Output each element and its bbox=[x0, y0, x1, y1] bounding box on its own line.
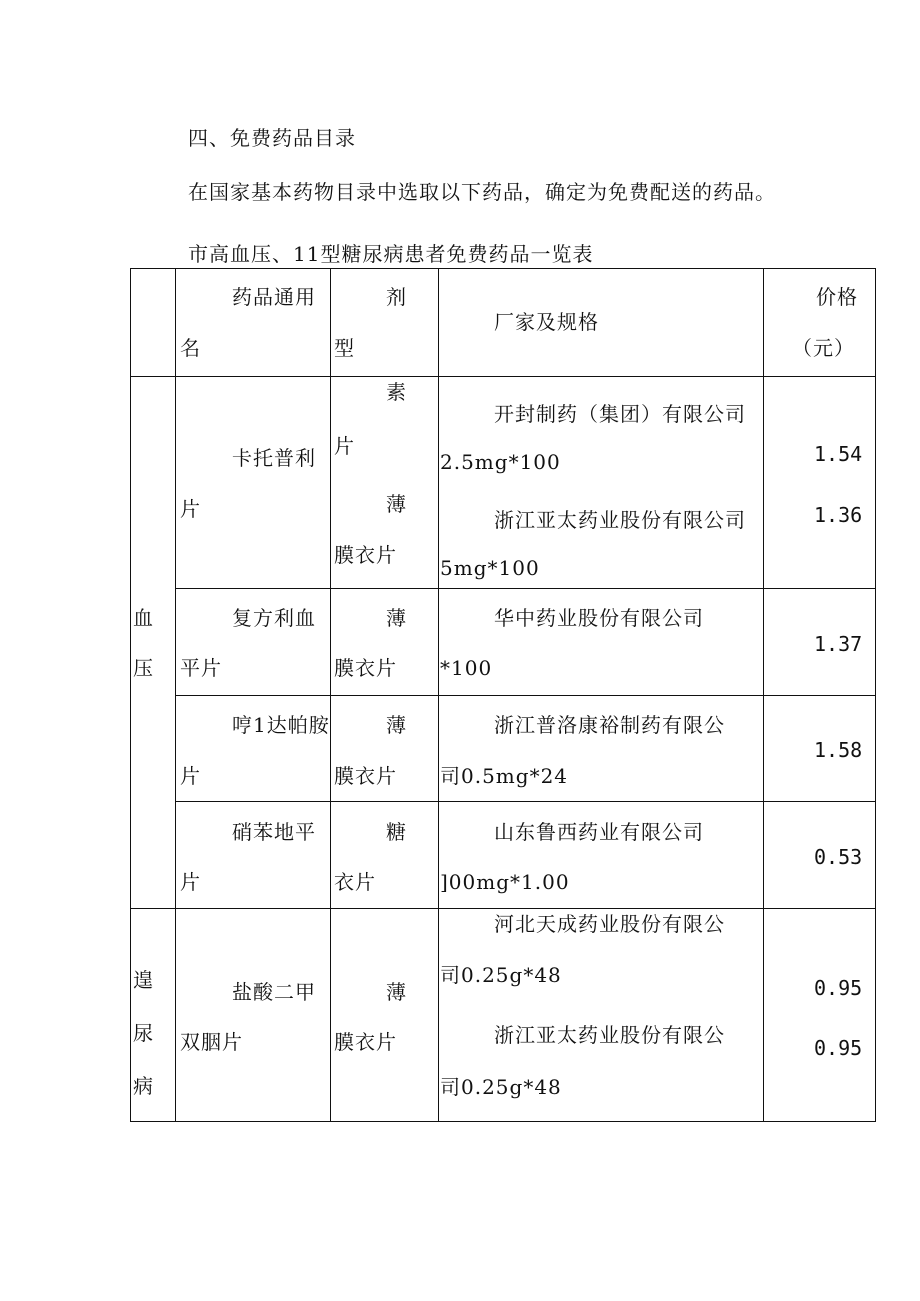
drug-name: 硝苯地平 bbox=[232, 820, 316, 844]
table-row-divider bbox=[130, 908, 876, 909]
price: 1.54 bbox=[814, 442, 863, 466]
specification: 5mg*100 bbox=[440, 556, 540, 580]
header-price: 价格 bbox=[816, 285, 858, 309]
manufacturer: 浙江亚太药业股份有限公 bbox=[494, 1023, 725, 1047]
price: 1.36 bbox=[814, 503, 863, 527]
specification: 司0.5mg*24 bbox=[440, 764, 569, 788]
dosage-form: 薄 bbox=[386, 713, 407, 737]
table-border-left bbox=[130, 268, 131, 1122]
table-row-divider bbox=[175, 801, 876, 802]
drug-name: 片 bbox=[180, 764, 201, 788]
header-form: 剂 bbox=[386, 285, 407, 309]
header-name: 名 bbox=[180, 336, 201, 360]
price: 0.95 bbox=[814, 1036, 863, 1060]
group-label: 压 bbox=[133, 656, 154, 680]
dosage-form: 膜衣片 bbox=[334, 764, 397, 788]
drug-name: 复方利血 bbox=[232, 606, 316, 630]
price: 1.37 bbox=[814, 632, 863, 656]
header-form: 型 bbox=[334, 336, 355, 360]
group-label: 血 bbox=[133, 606, 154, 630]
drug-name: 平片 bbox=[180, 656, 222, 680]
dosage-form: 素 bbox=[386, 380, 407, 404]
specification: 2.5mg*100 bbox=[440, 450, 561, 474]
price: 1.58 bbox=[814, 738, 863, 762]
price: 0.53 bbox=[814, 845, 863, 869]
header-name: 药品通用 bbox=[232, 285, 316, 309]
intro-paragraph: 在国家基本药物目录中选取以下药品，确定为免费配送的药品。 bbox=[188, 180, 776, 204]
specification: 司0.25g*48 bbox=[440, 1075, 562, 1099]
dosage-form: 膜衣片 bbox=[334, 543, 397, 567]
table-row-divider bbox=[130, 376, 876, 377]
group-label: 尿 bbox=[133, 1021, 154, 1045]
group-label: 遑 bbox=[133, 968, 154, 992]
table-row-divider bbox=[175, 588, 876, 589]
table-border-top bbox=[130, 268, 876, 269]
manufacturer: 华中药业股份有限公司 bbox=[494, 606, 704, 630]
dosage-form: 薄 bbox=[386, 492, 407, 516]
table-border-bottom bbox=[130, 1121, 876, 1122]
header-maker: 厂家及规格 bbox=[494, 310, 599, 334]
dosage-form: 糖 bbox=[386, 820, 407, 844]
manufacturer: 河北天成药业股份有限公 bbox=[494, 912, 725, 936]
table-row-divider bbox=[175, 695, 876, 696]
dosage-form: 薄 bbox=[386, 980, 407, 1004]
specification: 司0.25g*48 bbox=[440, 963, 562, 987]
dosage-form: 膜衣片 bbox=[334, 1030, 397, 1054]
price: 0.95 bbox=[814, 976, 863, 1000]
specification: *100 bbox=[440, 656, 493, 680]
manufacturer: 开封制药（集团）有限公司 bbox=[494, 402, 746, 426]
drug-name: 片 bbox=[180, 497, 201, 521]
manufacturer: 山东鲁西药业有限公司 bbox=[494, 820, 704, 844]
drug-name: 哼1达帕胺 bbox=[232, 713, 330, 737]
dosage-form: 片 bbox=[334, 434, 355, 458]
group-label: 病 bbox=[133, 1074, 154, 1098]
drug-name: 双胭片 bbox=[180, 1030, 243, 1054]
header-price: （元） bbox=[792, 336, 855, 360]
manufacturer: 浙江亚太药业股份有限公司 bbox=[494, 508, 746, 532]
drug-name: 盐酸二甲 bbox=[232, 980, 316, 1004]
section-heading: 四、免费药品目录 bbox=[188, 126, 356, 150]
table-title: 市高血压、11型糖尿病患者免费药品一览表 bbox=[188, 242, 594, 266]
dosage-form: 衣片 bbox=[334, 870, 376, 894]
drug-name: 卡托普利 bbox=[232, 446, 316, 470]
dosage-form: 膜衣片 bbox=[334, 656, 397, 680]
drug-name: 片 bbox=[180, 870, 201, 894]
specification: ]00mg*1.00 bbox=[440, 870, 570, 894]
dosage-form: 薄 bbox=[386, 606, 407, 630]
manufacturer: 浙江普洛康裕制药有限公 bbox=[494, 713, 725, 737]
